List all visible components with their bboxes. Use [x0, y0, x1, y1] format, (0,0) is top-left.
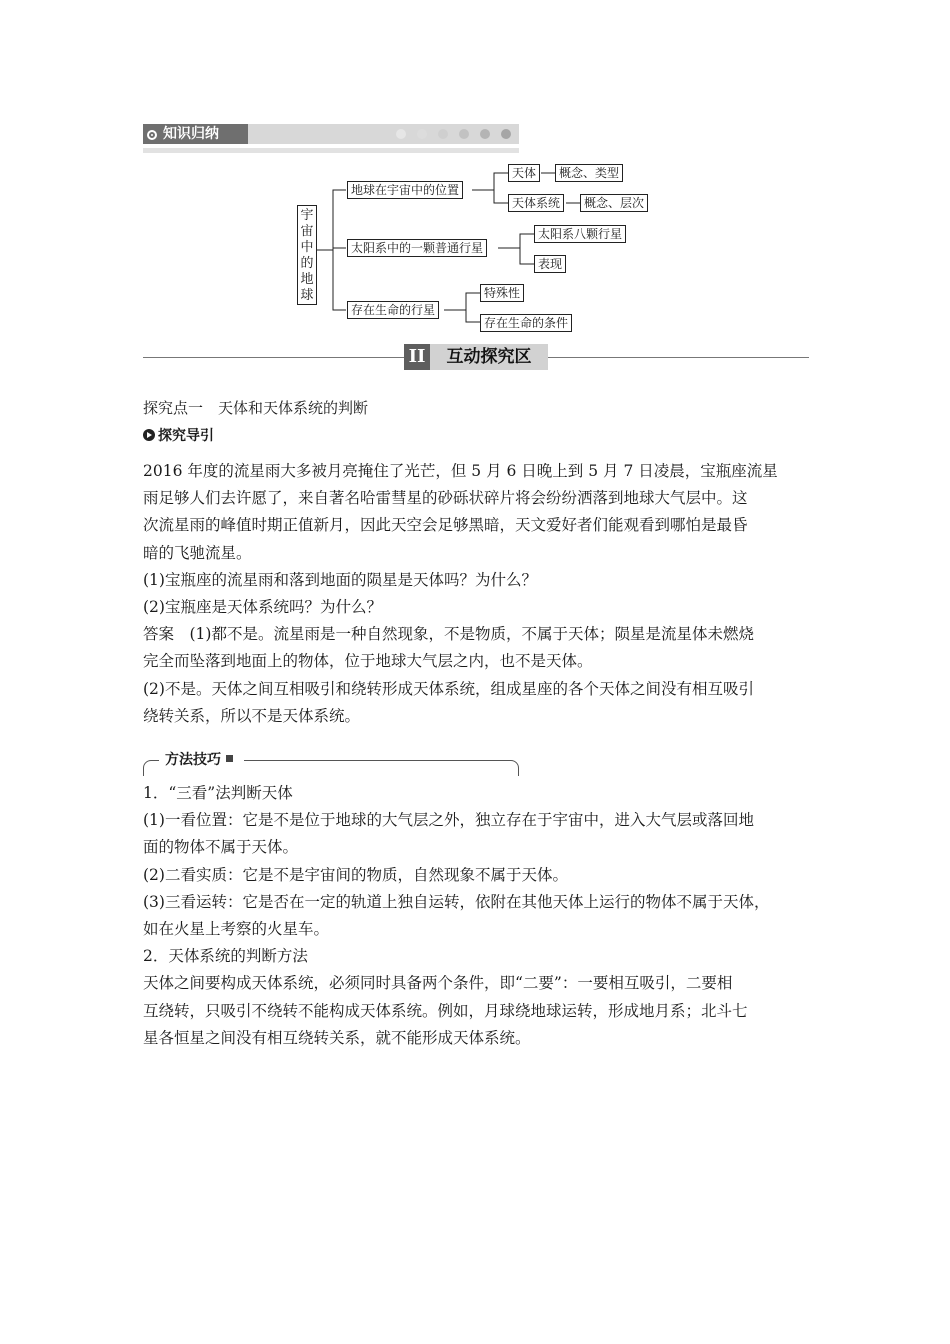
method-line: 如在火星上考察的火星车。	[143, 920, 330, 939]
mindmap-node-specialness: 特殊性	[480, 284, 524, 302]
answer-line: 完全而坠落到地面上的物体，位于地球大气层之内，也不是天体。	[143, 652, 593, 671]
mindmap-node-celestial-body: 天体	[508, 164, 540, 182]
section-title: 互动探究区	[430, 344, 548, 370]
intro-line: 次流星雨的峰值时期正值新月，因此天空会足够黑暗，天文爱好者们能观看到哪怕是最昏	[143, 516, 748, 535]
intro-line: 雨足够人们去许愿了，来自著名哈雷彗星的砂砾状碎片将会纷纷洒落到地球大气层中。这	[143, 489, 748, 508]
mindmap-node-manifestation: 表现	[534, 255, 566, 273]
guide-label: 探究导引	[158, 428, 214, 444]
intro-line: 暗的飞驰流星。	[143, 543, 252, 562]
intro-paragraph	[143, 458, 809, 730]
method-box-label-wrap	[159, 750, 244, 770]
method-line: (3)三看运转：它是否在一定的轨道上独自运转，依附在其他天体上运行的物体不属于天体，	[143, 892, 770, 911]
mindmap-node-position: 地球在宇宙中的位置	[347, 181, 463, 199]
knowledge-header-label: 知识归纳	[163, 126, 219, 142]
mindmap-root: 宇宙中的地球	[297, 205, 317, 305]
method-line: 星各恒星之间没有相互绕转关系，就不能形成天体系统。	[143, 1028, 531, 1047]
intro-line: 2016 年度的流星雨大多被月亮掩住了光芒，但 5 月 6 日晚上到 5 月 7 日凌晨，宝瓶座流星	[143, 462, 778, 480]
question-line: (1)宝瓶座的流星雨和落到地面的陨星是天体吗？为什么？	[143, 570, 537, 589]
method-box-header	[143, 750, 519, 778]
mindmap-node-eight-planets: 太阳系八颗行星	[534, 225, 626, 243]
mindmap-node-concept-type: 概念、类型	[555, 164, 623, 182]
method-line: 2．天体系统的判断方法	[143, 947, 308, 966]
question-line: (2)宝瓶座是天体系统吗？为什么？	[143, 598, 382, 617]
guide-heading	[143, 426, 214, 446]
mindmap-node-life-conditions: 存在生命的条件	[480, 314, 572, 332]
answer-line: 绕转关系，所以不是天体系统。	[143, 706, 361, 725]
mindmap-node-celestial-system: 天体系统	[508, 194, 564, 212]
method-label: 方法技巧	[165, 752, 221, 768]
mindmap-node-life-planet: 存在生命的行星	[347, 301, 439, 319]
method-line: 1．“三看”法判断天体	[143, 784, 293, 802]
method-line: (1)一看位置：它是不是位于地球的大气层之外，独立存在于宇宙中，进入大气层或落回地	[143, 811, 754, 830]
section-number: II	[404, 344, 430, 370]
method-line: (2)二看实质：它是不是宇宙间的物质，自然现象不属于天体。	[143, 865, 568, 884]
method-paragraph	[143, 780, 809, 1052]
method-line: 面的物体不属于天体。	[143, 838, 299, 857]
method-line: 天体之间要构成天体系统，必须同时具备两个条件，即“二要”：一要相互吸引，二要相	[143, 974, 733, 993]
answer-line: 答案 (1)都不是。流星雨是一种自然现象，不是物质，不属于天体；陨星是流星体未燃烧	[143, 625, 754, 644]
mindmap-node-concept-level: 概念、层次	[580, 194, 648, 212]
method-line: 互绕转，只吸引不绕转不能构成天体系统。例如，月球绕地球运转，形成地月系；北斗七	[143, 1001, 748, 1020]
play-icon	[143, 429, 155, 441]
mindmap-node-ordinary-planet: 太阳系中的一颗普通行星	[347, 239, 487, 257]
topic-title: 探究点一 天体和天体系统的判断	[143, 399, 369, 417]
square-bullet-icon	[226, 755, 233, 762]
mindmap-connectors	[0, 0, 950, 400]
answer-line: (2)不是。天体之间互相吸引和绕转形成天体系统，组成星座的各个天体之间没有相互吸引	[143, 679, 754, 698]
